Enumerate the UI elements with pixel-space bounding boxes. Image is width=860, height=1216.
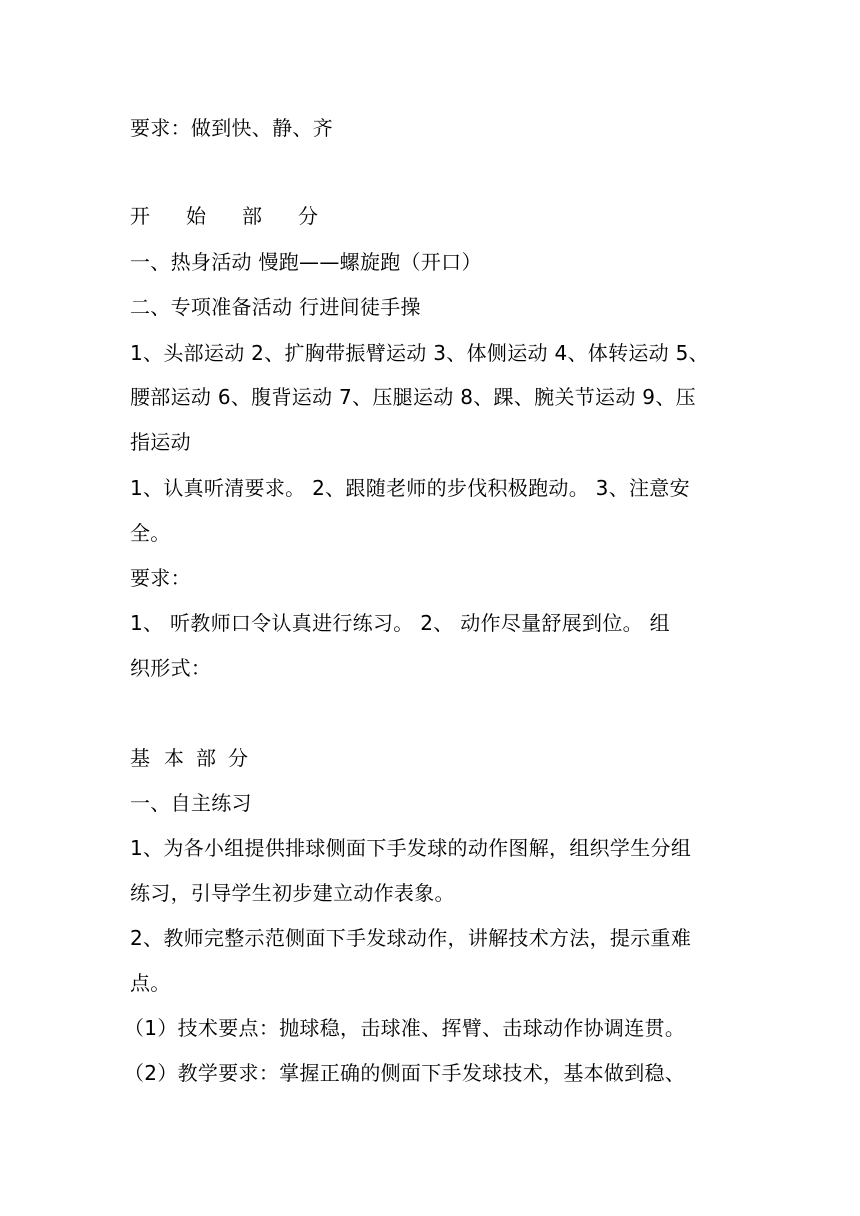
basic-para1-line-1: 1、为各小组提供排球侧面下手发球的动作图解，组织学生分组 [130,836,692,860]
basic-point-2: （2）教学要求：掌握正确的侧面下手发球技术，基本做到稳、 [124,1061,686,1085]
basic-para2-line-2: 点。 [130,971,171,995]
exercises-line-3: 指运动 [130,430,191,454]
heading-char: 部 [196,746,217,770]
basic-para1-line-2: 练习，引导学生初步建立动作表象。 [130,881,455,905]
exercises-line-2: 腰部运动 6、腹背运动 7、压腿运动 8、踝、腕关节运动 9、压 [130,385,696,409]
heading-char: 分 [228,746,249,770]
notes-line-1: 1、认真听清要求。 2、跟随老师的步伐积极跑动。 3、注意安 [130,476,690,500]
basic-item-1: 一、自主练习 [130,791,252,815]
heading-char: 开 [130,204,151,228]
heading-char: 部 [242,204,263,228]
basic-point-1: （1）技术要点：抛球稳，击球准、挥臂、击球动作协调连贯。 [124,1016,686,1040]
start-item-2: 二、专项准备活动 行进间徒手操 [130,295,421,319]
heading-char: 基 [130,746,151,770]
requirement-intro: 要求：做到快、静、齐 [130,116,333,140]
requirement-line-1: 1、 听教师口令认真进行练习。 2、 动作尽量舒展到位。 组 [130,611,670,635]
heading-char: 分 [298,204,319,228]
notes-line-2: 全。 [130,521,171,545]
basic-para2-line-1: 2、教师完整示范侧面下手发球动作，讲解技术方法，提示重难 [130,926,692,950]
start-item-1: 一、热身活动 慢跑——螺旋跑（开口） [130,250,482,274]
heading-char: 始 [186,204,207,228]
exercises-line-1: 1、头部运动 2、扩胸带振臂运动 3、体侧运动 4、体转运动 5、 [130,341,709,365]
requirement-label: 要求： [130,566,191,590]
requirement-line-2: 织形式： [130,656,212,680]
heading-char: 本 [164,746,185,770]
